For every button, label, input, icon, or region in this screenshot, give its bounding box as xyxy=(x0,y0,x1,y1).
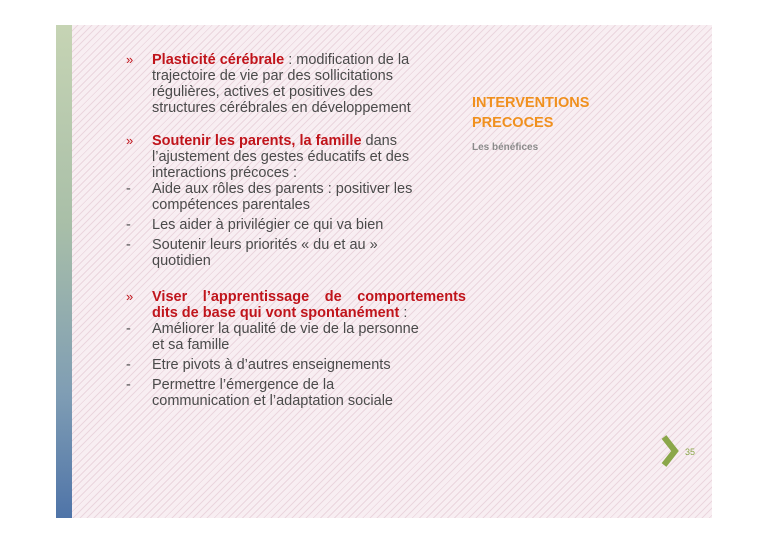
bullet-text: : xyxy=(399,305,408,321)
sub-line: Aide aux rôles des parents : positiver les xyxy=(152,181,413,197)
dash-marker: - xyxy=(126,237,131,253)
bullet-text: : modification de la xyxy=(284,52,410,68)
sub-line: Etre pivots à d’autres enseignements xyxy=(152,357,391,373)
bullet-chevron-icon: » xyxy=(126,52,134,67)
bullet-soutenir-parents xyxy=(126,133,466,181)
bullet-line: l’ajustement des gestes éducatifs et des xyxy=(152,149,410,165)
dash-marker: - xyxy=(126,217,131,233)
section-title xyxy=(472,93,589,133)
bullet-line: structures cérébrales en développement xyxy=(152,100,411,116)
bullet-line xyxy=(152,133,466,149)
bullet-highlight: Viser l’apprentissage de comportements xyxy=(152,289,466,305)
sub-line: Améliorer la qualité de vie de la personne xyxy=(152,321,419,337)
dash-marker: - xyxy=(126,377,131,393)
sub-item xyxy=(126,357,466,373)
bullet-viser-apprentissage xyxy=(126,289,466,321)
bullet-line: trajectoire de vie par des sollicitations xyxy=(152,68,393,84)
sub-item xyxy=(126,217,466,233)
bullet-line: interactions précoces : xyxy=(152,165,298,181)
sub-line: Les aider à privilégier ce qui va bien xyxy=(152,217,384,233)
dash-marker: - xyxy=(126,181,131,197)
section-title-line: INTERVENTIONS xyxy=(472,95,590,111)
bullet-highlight: Soutenir les parents, la famille xyxy=(152,133,362,149)
sub-item xyxy=(126,181,466,213)
bullet-highlight: dits de base qui vont spontanément xyxy=(152,305,400,321)
section-subtitle: Les bénéfices xyxy=(472,142,539,153)
section-title-line: PRECOCES xyxy=(472,115,554,131)
bullet-plasticite xyxy=(126,52,466,116)
slide-content xyxy=(126,52,466,409)
next-slide-chevron-icon[interactable] xyxy=(660,434,680,468)
sub-line: Soutenir leurs priorités « du et au » xyxy=(152,237,378,253)
sub-line: quotidien xyxy=(152,253,211,269)
bullet-line xyxy=(152,305,466,321)
sub-line: communication et l’adaptation sociale xyxy=(152,393,393,409)
sub-item xyxy=(126,321,466,353)
bullet-highlight: Plasticité cérébrale xyxy=(152,52,285,68)
bullet-chevron-icon: » xyxy=(126,133,134,148)
sub-line: compétences parentales xyxy=(152,197,310,213)
sub-line: et sa famille xyxy=(152,337,230,353)
sub-item xyxy=(126,237,466,269)
slide-side-bar xyxy=(56,25,72,518)
sub-line: Permettre l’émergence de la xyxy=(152,377,335,393)
bullet-text: dans xyxy=(361,133,397,149)
page-number: 35 xyxy=(685,447,696,457)
bullet-line xyxy=(152,52,466,68)
bullet-line: régulières, actives et positives des xyxy=(152,84,373,100)
dash-marker: - xyxy=(126,357,131,373)
dash-marker: - xyxy=(126,321,131,337)
bullet-chevron-icon: » xyxy=(126,289,134,304)
sub-item xyxy=(126,377,466,409)
